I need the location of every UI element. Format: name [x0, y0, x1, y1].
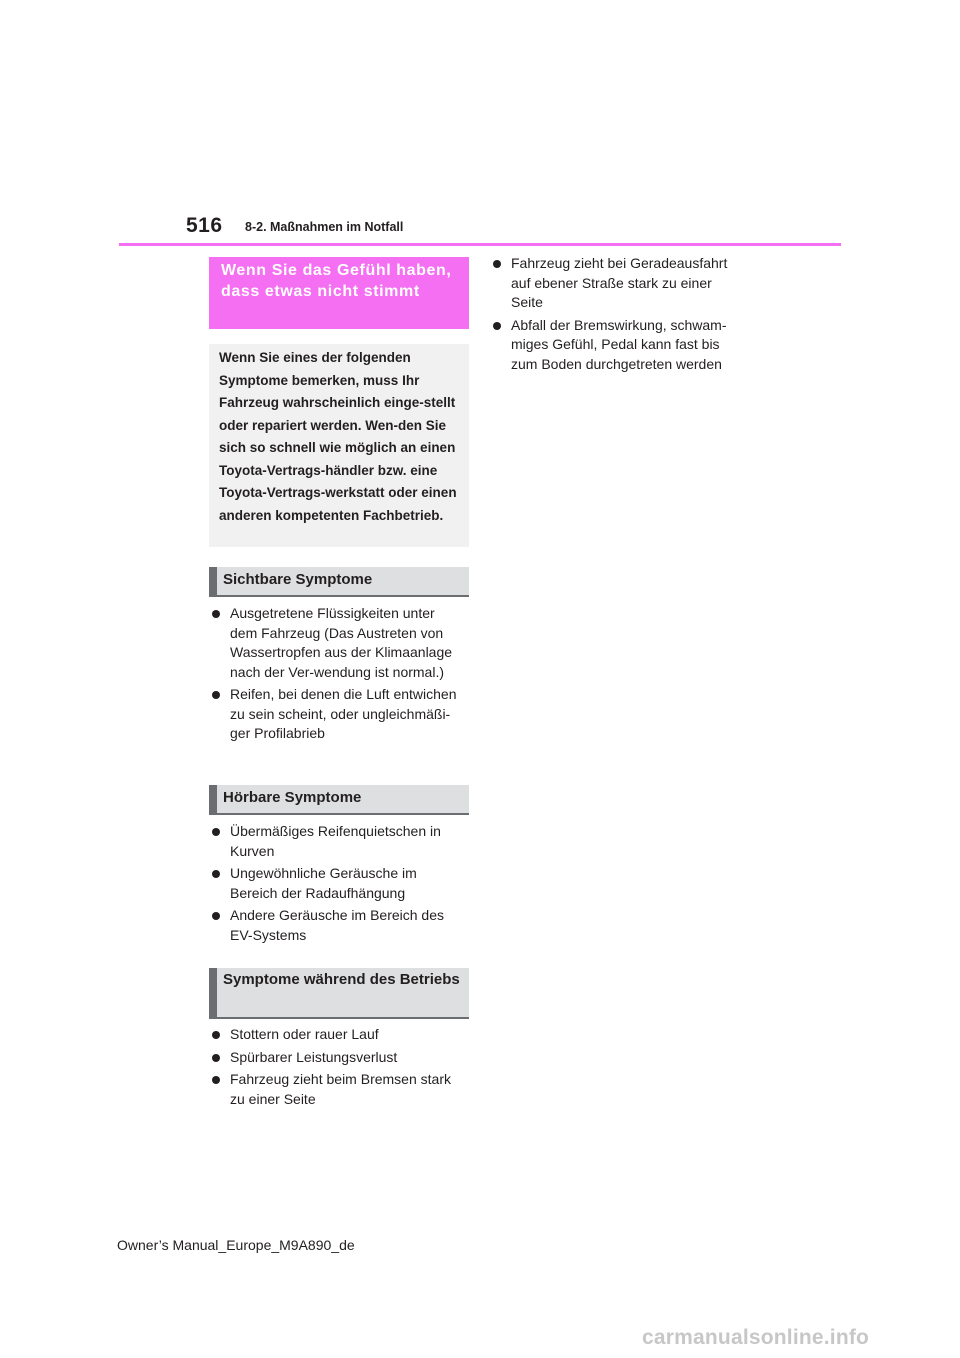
list-item: Spürbarer Leistungsverlust: [211, 1048, 461, 1068]
bullet-dot-icon: [212, 1076, 220, 1084]
bullet-dot-icon: [212, 1031, 220, 1039]
intro-title-box: [209, 257, 469, 329]
heading-audible-symptoms: Hörbare Symptome: [209, 785, 469, 815]
watermark: carmanualsonline.info: [642, 1326, 870, 1349]
bullet-dot-icon: [212, 870, 220, 878]
list-item: Reifen, bei denen die Luft entwichen zu sein scheint, oder ungleichmäßi-ger Profilabrieb: [211, 685, 461, 744]
bullet-dot-icon: [212, 1054, 220, 1062]
heading-operating-symptoms: Symptome während des Betriebs: [209, 968, 469, 1019]
page-number: 516: [186, 214, 223, 237]
operating-symptoms-list: [211, 1025, 461, 1112]
visible-symptoms-list: [211, 604, 461, 747]
intro-title: Wenn Sie das Gefühl haben, dass etwas nicht stimmt: [221, 262, 452, 300]
list-item: Andere Geräusche im Bereich des EV-Systems: [211, 906, 461, 945]
bullet-dot-icon: [212, 610, 220, 618]
list-item: Ausgetretene Flüssigkeiten unter dem Fahrzeug (Das Austreten von Wassertropfen aus der Klimaanlage nach der Ver-wendung ist normal.): [211, 604, 461, 682]
bullet-dot-icon: [493, 260, 501, 268]
bullet-dot-icon: [212, 912, 220, 920]
section-title: 8-2. Maßnahmen im Notfall: [245, 220, 404, 234]
list-item: Ungewöhnliche Geräusche im Bereich der Radaufhängung: [211, 864, 461, 903]
list-item: Übermäßiges Reifenquietschen in Kurven: [211, 822, 461, 861]
intro-text-box: [209, 344, 469, 547]
list-item: Fahrzeug zieht beim Bremsen stark zu einer Seite: [211, 1070, 461, 1109]
heading-visible-symptoms: Sichtbare Symptome: [209, 567, 469, 597]
audible-symptoms-list: [211, 822, 461, 948]
bullet-dot-icon: [493, 322, 501, 330]
header-divider: [119, 243, 841, 246]
right-column-list: [492, 254, 742, 377]
list-item: Abfall der Bremswirkung, schwam-miges Gefühl, Pedal kann fast bis zum Boden durchgetreten werden: [492, 316, 742, 375]
list-item: Stottern oder rauer Lauf: [211, 1025, 461, 1045]
list-item: Fahrzeug zieht bei Geradeausfahrt auf ebener Straße stark zu einer Seite: [492, 254, 742, 313]
intro-text: Wenn Sie eines der folgenden Symptome bemerken, muss Ihr Fahrzeug wahrscheinlich einge-stellt oder repariert werden. Wen-den Sie sich so schnell wie möglich an einen Toyota-Vertrags-händler bzw. eine Toyota-Vertrags-werkstatt oder einen anderen kompetenten Fachbetrieb.: [219, 350, 457, 523]
bullet-dot-icon: [212, 691, 220, 699]
footer-text: Owner’s Manual_Europe_M9A890_de: [117, 1237, 355, 1253]
bullet-dot-icon: [212, 828, 220, 836]
